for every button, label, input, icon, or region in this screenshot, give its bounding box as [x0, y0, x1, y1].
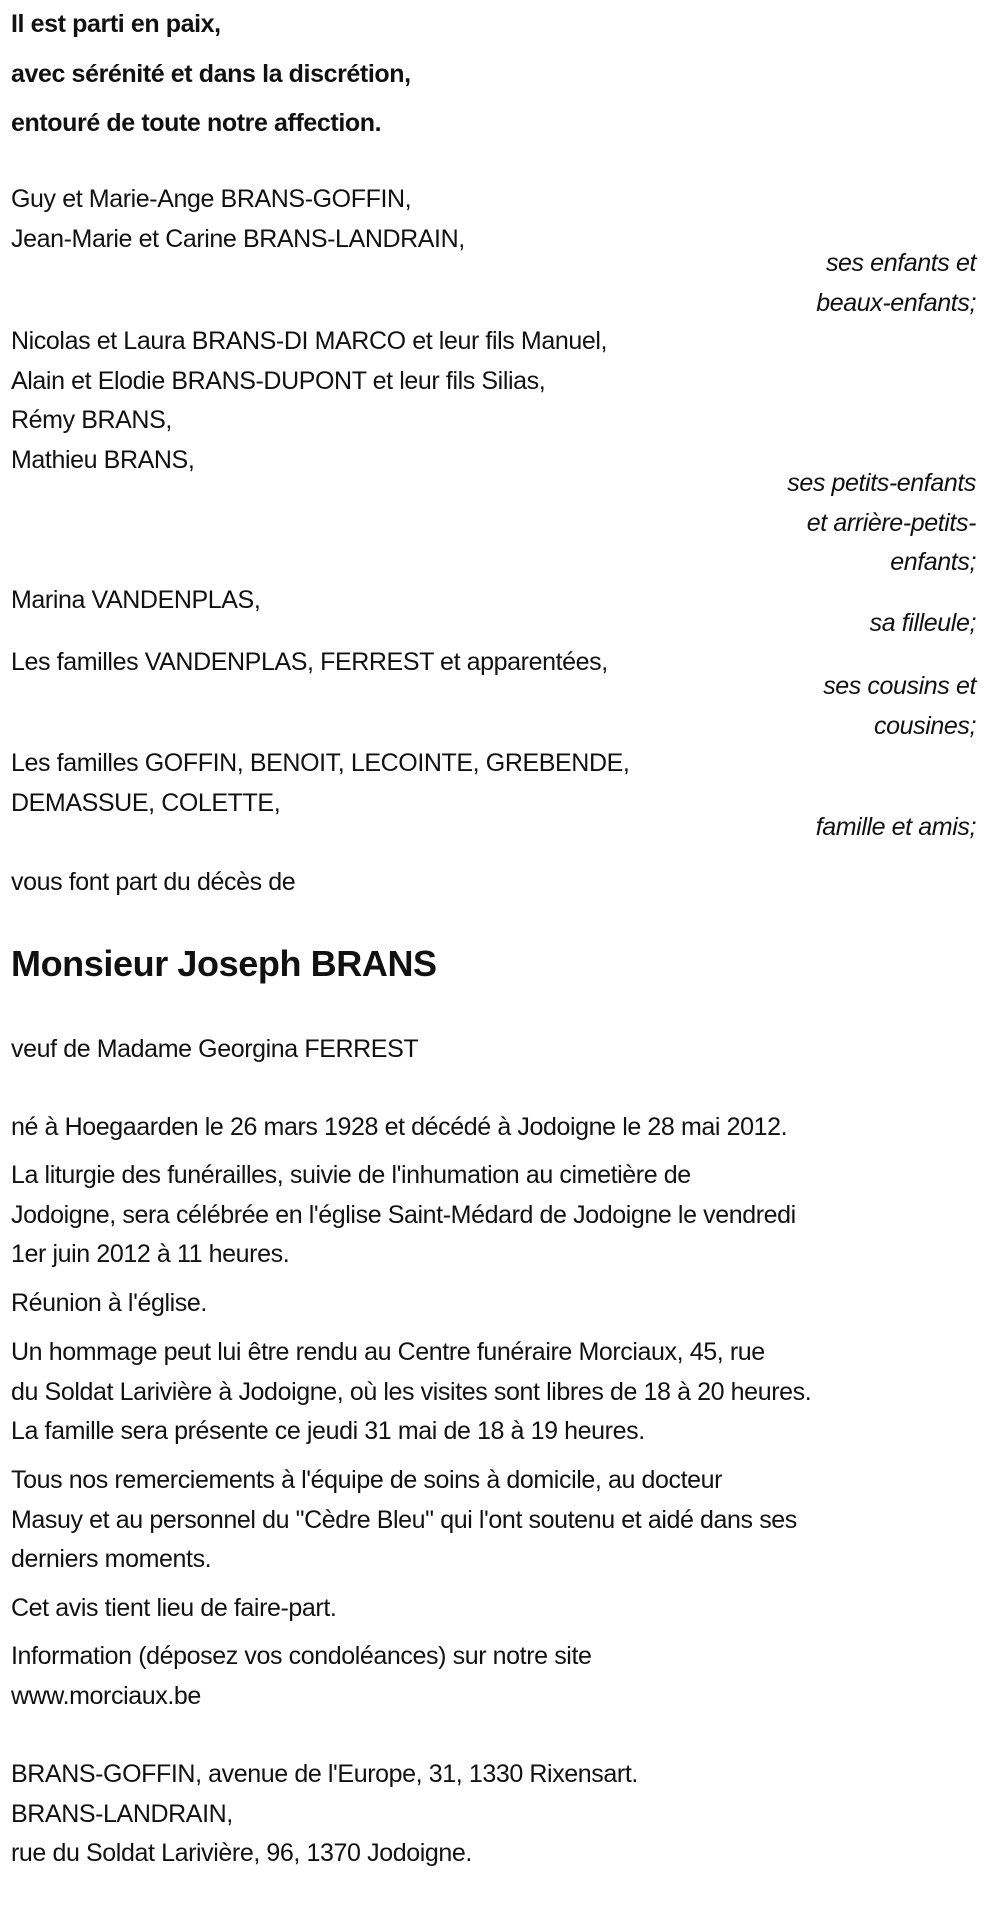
widower-line: veuf de Madame Georgina FERREST [11, 1035, 419, 1063]
liturgy-paragraph: La liturgie des funérailles, suivie de l'inhumation au cimetière de Jodoigne, sera célébrée en l'église Saint-Médard de Jodoigne le vendredi 1er juin 2012 à 11 heures. [11, 1161, 796, 1268]
cousins-label: ses cousins et cousines; [823, 672, 976, 740]
deceased-name: Monsieur Joseph BRANS [11, 943, 437, 984]
children-list: Guy et Marie-Ange BRANS-GOFFIN, Jean-Marie et Carine BRANS-LANDRAIN, [11, 185, 465, 253]
grandchildren-label: ses petits-enfants et arrière-petits- enfants; [787, 469, 976, 576]
intro-text: Il est parti en paix, avec sérénité et dans la discrétion, entouré de toute notre affection. [11, 10, 411, 137]
cousins: Les familles VANDENPLAS, FERREST et apparentées, [11, 648, 608, 676]
info-paragraph: Information (déposez vos condoléances) sur notre site www.morciaux.be [11, 1637, 592, 1716]
family-list: Les familles GOFFIN, BENOIT, LECOINTE, GREBENDE, DEMASSUE, COLETTE, [11, 749, 630, 817]
grandchildren-list: Nicolas et Laura BRANS-DI MARCO et leur fils Manuel, Alain et Elodie BRANS-DUPONT et leur fils Silias, Rémy BRANS, Mathieu BRANS, [11, 327, 608, 474]
goddaughter: Marina VANDENPLAS, [11, 586, 261, 614]
thanks-paragraph: Tous nos remerciements à l'équipe de soins à domicile, au docteur Masuy et au personnel du "Cèdre Bleu" qui l'ont soutenu et aidé dans ses derniers moments. [11, 1466, 797, 1573]
tribute-paragraph: Un hommage peut lui être rendu au Centre funéraire Morciaux, 45, rue du Soldat Larivière à Jodoigne, où les visites sont libres de 18 à 20 heures. La famille sera présente ce jeudi 31 mai de 18 à 19 heures. [11, 1338, 812, 1445]
family-label: famille et amis; [815, 813, 976, 841]
goddaughter-label: sa filleule; [869, 609, 976, 637]
meeting-line: Réunion à l'église. [11, 1289, 207, 1317]
website-link[interactable]: www.morciaux.be [11, 1681, 201, 1710]
children-label: ses enfants et beaux-enfants; [816, 249, 976, 317]
addresses: BRANS-GOFFIN, avenue de l'Europe, 31, 1330 Rixensart. BRANS-LANDRAIN, rue du Soldat Larivière, 96, 1370 Jodoigne. [11, 1760, 638, 1867]
birth-death: né à Hoegaarden le 26 mars 1928 et décédé à Jodoigne le 28 mai 2012. [11, 1113, 788, 1141]
notice-line: Cet avis tient lieu de faire-part. [11, 1594, 337, 1622]
announcement: vous font part du décès de [11, 868, 296, 896]
